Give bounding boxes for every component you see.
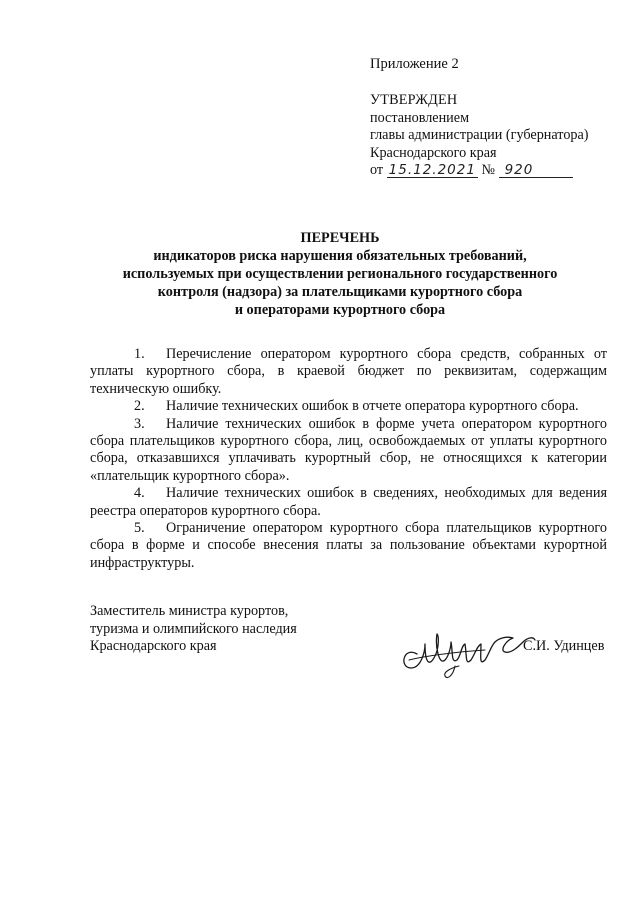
item-number: 3. [134,415,145,432]
title-line-3: контроля (надзора) за плательщиками курортного сбора [157,284,523,300]
list-item [90,346,607,398]
list-item [90,416,607,486]
item-text: Наличие технических ошибок в сведениях, необходимых для ведения реестра операторов курортного сбора. [90,485,607,519]
indicator-list [90,346,607,572]
approval-line-1: постановлением [370,109,470,126]
document-title [90,229,590,319]
approval-date: 15.12.2021 [388,162,476,178]
list-item [90,520,607,572]
title-heading: ПЕРЕЧЕНЬ [300,230,380,246]
date-prefix: от [370,162,384,178]
signatory-line-3: Краснодарского края [90,638,217,654]
number-sign: № [481,162,496,178]
item-number: 2. [134,398,145,415]
item-number: 4. [134,485,145,502]
approval-line-3: Краснодарского края [370,144,497,161]
approval-block [370,92,589,180]
item-text: Перечисление оператором курортного сбора средств, собранных от уплаты курортного сбора, в краевой бюджет по реквизитам, содержащим техническую ошибку. [90,346,607,397]
list-item [90,398,607,415]
appendix-label: Приложение 2 [370,56,459,72]
title-line-4: и операторами курортного сбора [234,302,446,318]
approval-heading: УТВЕРЖДЕН [370,92,458,108]
signatory-line-1: Заместитель министра курортов, [90,603,289,619]
item-text: Ограничение оператором курортного сбора плательщиков курортного сбора в форме и способе внесения платы за пользование объектами курортной инфраструктуры. [90,520,607,571]
approval-date-line [370,162,589,180]
item-text: Наличие технических ошибок в форме учета оператором курортного сбора плательщиков курортного сбора, лиц, освобождаемых от уплаты курортного сбора, отказавшихся уплачивать курортный сбор, не относящихся к категории «плательщик курортного сбора». [90,415,607,484]
signatory-line-2: туризма и олимпийского наследия [90,620,297,637]
list-item [90,485,607,520]
item-number: 5. [134,520,145,537]
signatory-position [90,603,297,656]
item-number: 1. [134,346,145,362]
approval-line-2: главы администрации (губернатора) [370,127,589,143]
item-text: Наличие технических ошибок в отчете оператора курортного сбора. [166,398,579,415]
title-line-2: используемых при осуществлении регионального государственного [122,266,558,282]
signatory-name: С.И. Удинцев [523,638,605,654]
title-line-1: индикаторов риска нарушения обязательных требований, [153,248,527,264]
approval-number: 920 [499,163,573,178]
